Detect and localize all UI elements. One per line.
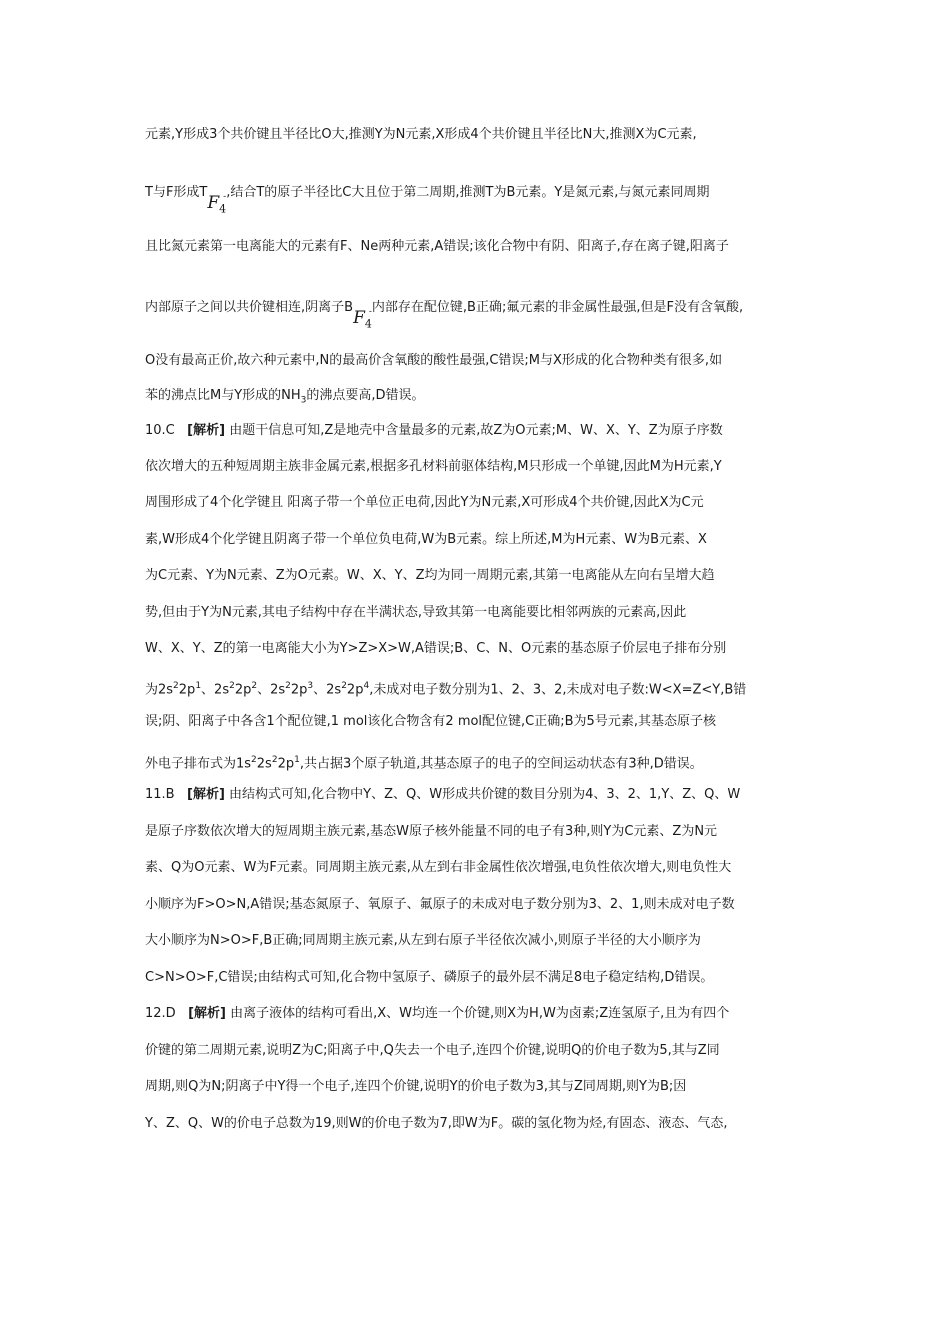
text: 势,但由于Y为N元素,其电子结构中存在半满状态,导致其第一电离能要比相邻两族的元素高,因此 — [145, 605, 687, 620]
answer-12 — [145, 1005, 825, 1023]
text-line — [145, 567, 825, 585]
text: 的沸点要高,D错误。 — [306, 388, 425, 403]
text: 价键的第二周期元素,说明Z为C;阳离子中,Q失去一个电子,连四个价键,说明Q的价电子数为5,其与Z同 — [145, 1043, 720, 1058]
text-line: 为$2s^22p^1$、$2s^22p^2$、$2s^22p^3$、$2s^22p^4$,未成对电子数分别为1、2、3、2,未成对电子数:W<X=Z<Y,B错 — [145, 681, 747, 698]
text: 周期,则Q为N;阴离子中Y得一个电子,连四个价键,说明Y的价电子数为3,其与Z同周期,则Y为B;因 — [145, 1079, 687, 1094]
text-line — [145, 969, 825, 987]
text: 是原子序数依次增大的短周期主族元素,基态W原子核外能量不同的电子有3种,则Y为C元素、Z为N元 — [145, 824, 718, 839]
text: , — [226, 185, 231, 200]
answer-label: 11.B — [145, 787, 175, 802]
text: 由离子液体的结构可看出,X、W均连一个价键,则X为H,W为卤素;Z连氢原子,且为有四个 — [230, 1006, 730, 1021]
text: 内部原子之间以共价键相连,阴离子B — [145, 300, 354, 315]
text: Y、Z、Q、W的价电子总数为19,则W的价电子数为7,即W为F。碳的氢化物为烃,有固态、液态、气态, — [145, 1116, 728, 1131]
text-line — [145, 640, 825, 658]
text-line — [145, 604, 825, 622]
subscript: 3 — [300, 395, 307, 406]
answer-label: 10.C — [145, 423, 175, 438]
text-line — [145, 1078, 825, 1096]
text: T与F形成T — [145, 185, 208, 200]
text-line — [145, 176, 825, 216]
text: 由结构式可知,化合物中Y、Z、Q、W形成共价键的数目分别为4、3、2、1,Y、Z、Q、W — [229, 787, 741, 802]
text: O没有最高正价,故六种元素中,N的最高价含氧酸的酸性最强,C错误;M与X形成的化合物种类有很多,如 — [145, 353, 723, 368]
text: 素、Q为O元素、W为F元素。同周期主族元素,从左到右非金属性依次增强,电负性依次增大,则电负性大 — [145, 860, 732, 875]
text: 由题干信息可知,Z是地壳中含量最多的元素,故Z为O元素;M、W、X、Y、Z为原子序数 — [229, 423, 723, 438]
analysis-tag: [解析] — [187, 787, 225, 802]
text: 元素,Y形成3个共价键且半径比O大,推测Y为N元素,X形成4个共价键且半径比N大,推测X为C元素, — [145, 127, 697, 142]
text-line — [145, 1042, 825, 1060]
text-line — [145, 387, 825, 410]
text-line — [145, 713, 825, 731]
text: 小顺序为F>O>N,A错误;基态氮原子、氧原子、氟原子的未成对电子数分别为3、2、1,则未成对电子数 — [145, 897, 735, 912]
text-line — [145, 823, 825, 841]
text-line — [145, 238, 825, 256]
text: 内部存在配位键,B正确;氟元素的非金属性最强,但是F没有含氧酸, — [371, 300, 744, 315]
answer-10 — [145, 422, 825, 440]
text: 苯的沸点比M与Y形成的NH — [145, 388, 301, 403]
text-line — [145, 458, 825, 476]
answer-label: 12.D — [145, 1006, 176, 1021]
text-line — [145, 494, 825, 512]
formula-f4: $F_4^-$ — [353, 307, 372, 331]
text: 为C元素、Y为N元素、Z为O元素。W、X、Y、Z均为同一周期元素,其第一电离能从左向右呈增大趋 — [145, 568, 715, 583]
text-line — [145, 352, 825, 370]
text: 大小顺序为N>O>F,B正确;同周期主族元素,从左到右原子半径依次减小,则原子半径的大小顺序为 — [145, 933, 701, 948]
text: 依次增大的五种短周期主族非金属元素,根据多孔材料前驱体结构,M只形成一个单键,因此M为H元素,Y — [145, 459, 722, 474]
text: 素,W形成4个化学键且阴离子带一个单位负电荷,W为B元素。综上所述,M为H元素、W为B元素、X — [145, 532, 707, 547]
text-line — [145, 126, 825, 144]
text: 结合T的原子半径比C大且位于第二周期,推测T为B元素。Y是氮元素,与氮元素同周期 — [230, 185, 710, 200]
text-line: 外电子排布式为$1s^22s^22p^1$,共占据3个原子轨道,其基态原子的电子的空间运动状态有3种,D错误。 — [145, 755, 703, 772]
answer-11 — [145, 786, 825, 804]
formula-f4: $F_4^-$ — [207, 192, 227, 216]
text: C>N>O>F,C错误;由结构式可知,化合物中氢原子、磷原子的最外层不满足8电子稳定结构,D错误。 — [145, 970, 714, 985]
text: 误;阴、阳离子中各含1个配位键,1 mol该化合物含有2 mol配位键,C正确;B为5号元素,其基态原子核 — [145, 714, 716, 729]
text: W、X、Y、Z的第一电离能大小为Y>Z>X>W,A错误;B、C、N、O元素的基态原子价层电子排布分别 — [145, 641, 727, 656]
text-line — [145, 1115, 825, 1133]
text-line — [145, 291, 825, 331]
text: 周围形成了4个化学键且 阳离子带一个单位正电荷,因此Y为N元素,X可形成4个共价键,因此X为C元 — [145, 495, 704, 510]
text-line — [145, 896, 825, 914]
text-line — [145, 859, 825, 877]
analysis-tag: [解析] — [187, 423, 226, 438]
analysis-tag: [解析] — [188, 1006, 226, 1021]
text-line — [145, 531, 825, 549]
text: 且比氮元素第一电离能大的元素有F、Ne两种元素,A错误;该化合物中有阴、阳离子,存在离子键,阳离子 — [145, 239, 729, 254]
text-line — [145, 932, 825, 950]
